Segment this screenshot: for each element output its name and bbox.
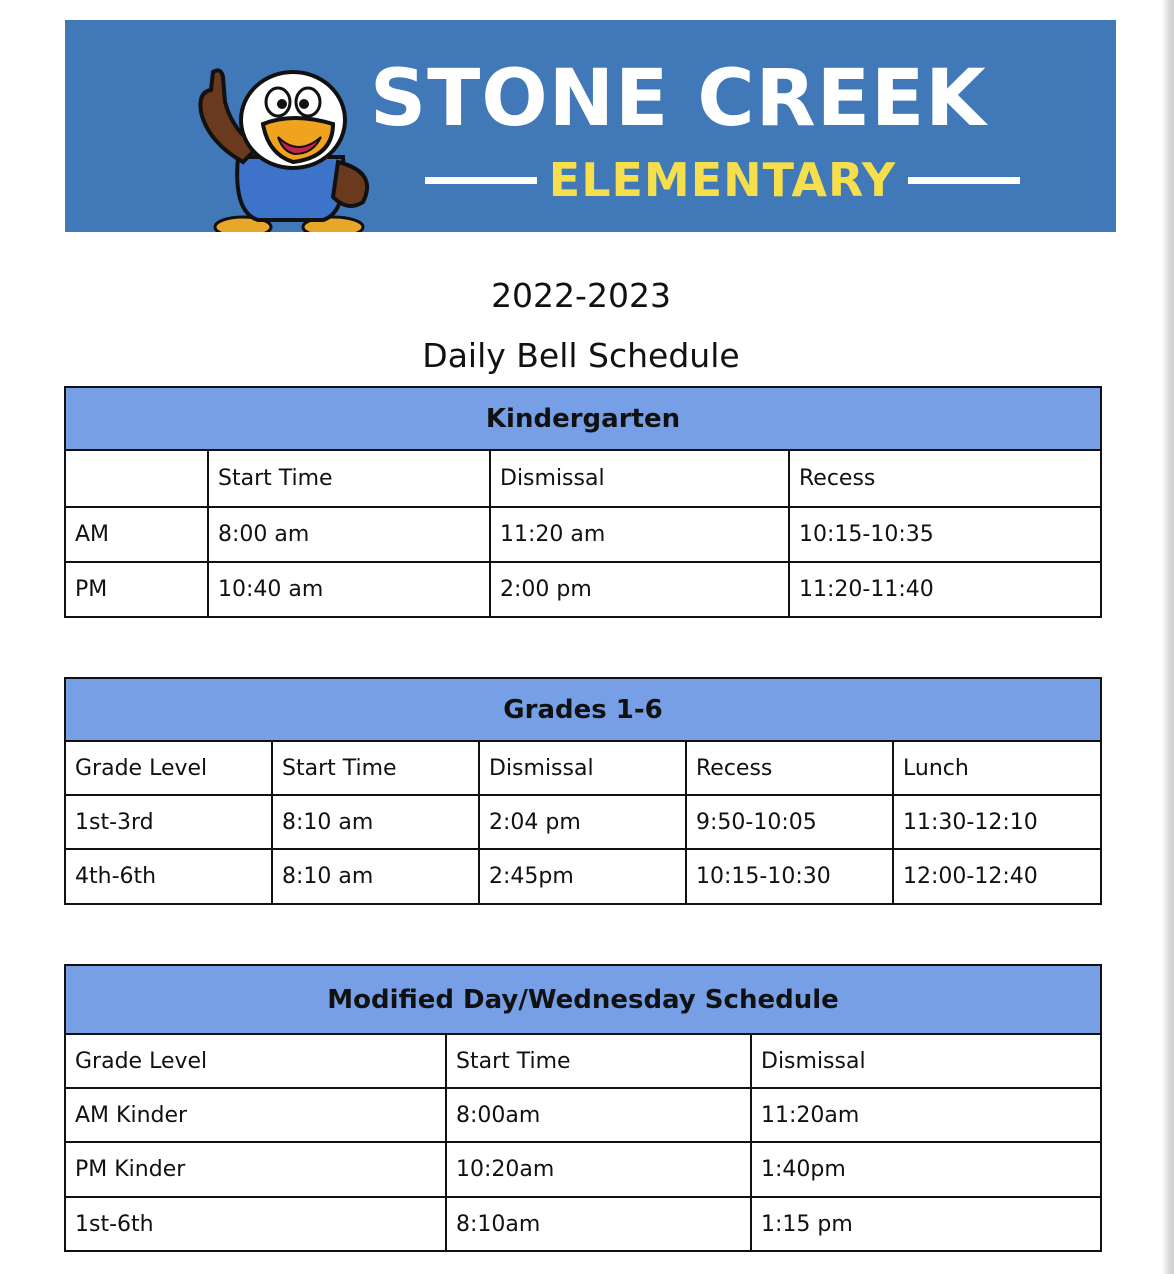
column-header: Recess [789, 450, 1101, 507]
column-header: Dismissal [479, 741, 686, 795]
column-header [65, 450, 208, 507]
table-row [65, 1142, 1101, 1197]
column-header: Start Time [272, 741, 479, 795]
table-cell: 11:20-11:40 [789, 562, 1101, 617]
table-cell: 1:15 pm [751, 1197, 1101, 1251]
table-cell: 10:15-10:30 [686, 849, 893, 904]
table-cell: 11:30-12:10 [893, 795, 1101, 849]
table-cell: 10:15-10:35 [789, 507, 1101, 562]
school-name-line2-text: ELEMENTARY [548, 153, 897, 207]
decorative-dash [908, 177, 1020, 184]
table-cell: 11:20 am [490, 507, 789, 562]
modified-day-schedule-table [64, 964, 1102, 1252]
column-header: Start Time [208, 450, 490, 507]
table-cell: 10:20am [446, 1142, 751, 1197]
table-cell: 8:10 am [272, 849, 479, 904]
column-header: Dismissal [751, 1034, 1101, 1088]
grades-1-6-schedule-table [64, 677, 1102, 905]
table-row [65, 795, 1101, 849]
table-cell: AM Kinder [65, 1088, 446, 1142]
table-cell: 2:00 pm [490, 562, 789, 617]
table-cell: 8:00am [446, 1088, 751, 1142]
school-name-line1: STONE CREEK [370, 54, 987, 144]
table-row [65, 1197, 1101, 1251]
page-edge-shadow [1162, 0, 1174, 1274]
table-title: Grades 1-6 [65, 678, 1101, 741]
table-row [65, 849, 1101, 904]
eagle-mascot-icon [183, 62, 393, 232]
table-row [65, 1088, 1101, 1142]
table-cell: 2:45pm [479, 849, 686, 904]
table-cell: PM [65, 562, 208, 617]
table-cell: 8:10 am [272, 795, 479, 849]
column-header: Grade Level [65, 1034, 446, 1088]
table-cell: 11:20am [751, 1088, 1101, 1142]
school-banner [65, 20, 1116, 232]
column-header: Start Time [446, 1034, 751, 1088]
column-header: Dismissal [490, 450, 789, 507]
kindergarten-schedule-table [64, 386, 1102, 618]
column-header: Lunch [893, 741, 1101, 795]
table-cell: 1st-3rd [65, 795, 272, 849]
school-year: 2022-2023 [491, 276, 671, 315]
table-cell: 8:10am [446, 1197, 751, 1251]
table-row [65, 562, 1101, 617]
table-cell: 12:00-12:40 [893, 849, 1101, 904]
column-header: Recess [686, 741, 893, 795]
column-header: Grade Level [65, 741, 272, 795]
table-cell: 2:04 pm [479, 795, 686, 849]
school-name-line2 [425, 150, 1020, 210]
table-title: Kindergarten [65, 387, 1101, 450]
table-cell: 1st-6th [65, 1197, 446, 1251]
table-cell: 10:40 am [208, 562, 490, 617]
table-cell: 1:40pm [751, 1142, 1101, 1197]
decorative-dash [425, 177, 537, 184]
table-cell: AM [65, 507, 208, 562]
table-title: Modified Day/Wednesday Schedule [65, 965, 1101, 1034]
table-cell: 9:50-10:05 [686, 795, 893, 849]
table-row [65, 507, 1101, 562]
table-cell: PM Kinder [65, 1142, 446, 1197]
table-cell: 4th-6th [65, 849, 272, 904]
page-title: Daily Bell Schedule [422, 336, 740, 375]
table-cell: 8:00 am [208, 507, 490, 562]
